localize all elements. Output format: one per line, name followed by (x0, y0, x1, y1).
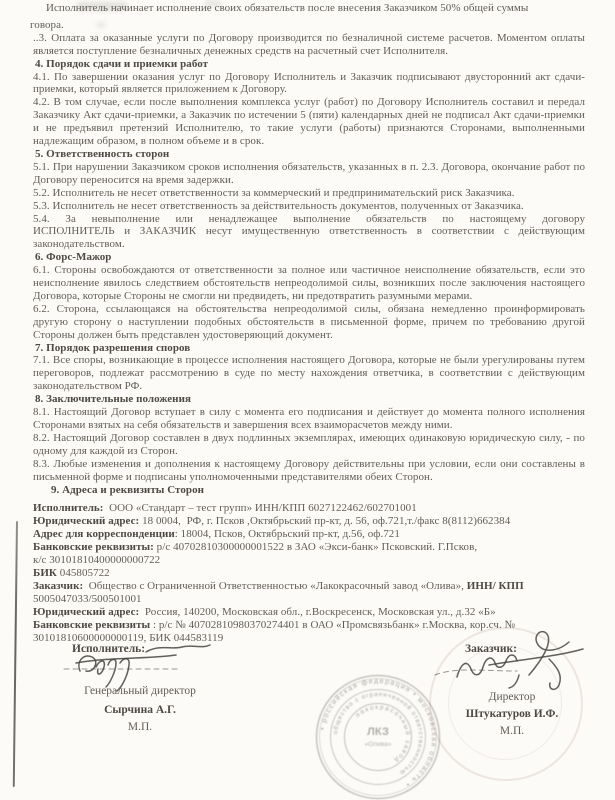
requisite-line (33, 554, 585, 567)
requisite-line (33, 528, 585, 541)
requisite-text: 18 0004, РФ, г. Псков ,Октябрьский пр-кт, д. 56, оф.721,т./факс 8(8112)662384 (139, 515, 511, 528)
requisite-text: Общество с Ограниченной Ответственностью «Лакокрасочный завод «Олива», (83, 579, 467, 592)
paragraph: 8.3. Любые изменения и дополнения к настоящему Договору действительны при условии, если они составлены в письменной форме и подписаны уполномоченными представителями обеих Сторон. (33, 457, 585, 483)
paragraph: 5.4. За невыполнение или ненадлежащее выполнение обязательств по настоящему договору ИСПОЛНИТЕЛЬ и ЗАКАЗЧИК несут имущественную ответственность в соответствии с действующим законодательством. (33, 212, 585, 251)
executor-signature-block (50, 641, 230, 741)
requisite-text: 5005047033/500501001 (33, 592, 142, 605)
requisite-text: 30101810600000000119, БИК 044583119 (33, 631, 224, 644)
requisite-line (33, 502, 585, 515)
executor-name: Сырчина А.Г. (104, 704, 176, 716)
customer-signature-block (437, 641, 587, 741)
paragraph: 4.1. По завершении оказания услуг по Договору Исполнитель и Заказчик подписывают двусторонний акт сдачи-приемки, который является приложением к Договору. (33, 70, 585, 96)
paragraph: 6.2. Сторона, ссылающаяся на обстоятельства непреодолимой силы, обязана немедленно проинформировать другую сторону о наступлении подобных обстоятельств в письменной форме, причем по требованию другой Стороны должен быть представлен удостоверяющий документ. (33, 302, 585, 341)
customer-seal-mark: М.П. (499, 725, 525, 737)
customer-position-title: Директор (488, 691, 536, 703)
requisite-text: 045805722 (56, 566, 110, 579)
paragraph: Исполнитель начинает исполнение своих обязательств после внесения Заказчиком 50% общей суммы (46, 2, 529, 14)
contract-sections (30, 2, 585, 496)
section-heading: 5. Ответственность сторон (35, 147, 170, 160)
requisite-text: Исполнитель: (33, 502, 104, 515)
requisite-text: Юридический адрес: (33, 605, 140, 618)
requisite-line (33, 515, 585, 528)
requisite-line (33, 567, 585, 580)
requisite-line (33, 541, 585, 554)
requisite-line (33, 580, 585, 593)
requisites-block (33, 502, 585, 644)
stamp-ring-middle-text: общество с ограниченной ответственностью (332, 690, 425, 777)
requisite-text: ИНН/ КПП (466, 579, 524, 592)
requisite-text: Адрес для корреспонденции (33, 528, 175, 541)
executor-label: Исполнитель: (72, 643, 146, 655)
requisite-line (33, 593, 585, 606)
paragraph: 8.1. Настоящий Договор вступает в силу с момента его подписания и действует до момента полного исполнения Сторонами взятых на себя обязательств и завершения всех взаиморасчетов между ними. (33, 406, 585, 431)
requisite-text: Банковские реквизиты: (33, 541, 154, 554)
requisite-text: Заказчик: (33, 579, 84, 592)
requisite-text: р/с 40702810300000001522 в ЗАО «Экси-банк» Псковский. Г.Псков, (153, 541, 478, 554)
paragraph: говора. (30, 18, 64, 31)
paragraph: ..3. Оплата за оказанные услуги по Договору производится по безналичной системе расчетов. Моментом оплаты является поступление безналичных денежных средств на расчетный счет Исполнителя. (33, 31, 585, 57)
requisite-text: : 18004, Псков, Октябрьский пр-кт, д.56, оф.721 (174, 528, 400, 541)
requisite-text: БИК (33, 566, 57, 579)
section-heading: 8. Заключительные положения (35, 393, 191, 406)
executor-seal-mark: М.П. (127, 721, 153, 733)
requisite-text: Банковские реквизиты (33, 618, 151, 631)
contract-text (30, 2, 585, 644)
section-heading: 7. Порядок разрешения споров (35, 341, 191, 354)
customer-name: Штукатуров И.Ф. (465, 708, 559, 720)
scan-artifact-line (13, 521, 18, 787)
requisite-text: : р/с № 40702810980370274401 в ОАО «Промсвязьбанк» г.Москва, кор.сч. № (150, 618, 516, 631)
stamp-center-abbreviation: ЛКЗ (367, 726, 389, 738)
stamp-ring-outer-text: • российская федерация • московская область • (319, 677, 438, 789)
section-heading: 4. Порядок сдачи и приемки работ (35, 57, 209, 70)
requisite-text: к/с 30101810400000000722 (33, 554, 161, 567)
round-stamp (303, 662, 453, 800)
executor-position-title: Генеральный директор (84, 685, 196, 697)
stamp-ring-inner-text: лакокрасочный завод (354, 703, 412, 765)
stamp-center-name: «Олива» (364, 741, 392, 748)
paragraph: 4.2. В том случае, если после выполнения комплекса услуг (работ) по Договору Исполнитель составил и передал Заказчику Акт сдачи-приемки, а Заказчик по истечении 5 (пяти) календарных дней не подписал Акт сдачи-приемки и не предъявил претензий Исполнителю, то такие услуги (работы) признаются Сторонами, выполненными надлежащим образом, в полном объеме и в срок. (33, 96, 585, 148)
paragraph: 5.2. Исполнитель не несет ответственности за коммерческий и предпринимательский риск Заказчика. (33, 186, 515, 199)
requisite-text: Россия, 140200, Московская обл., г.Воскресенск, Московская ул., д.32 «Б» (139, 605, 496, 618)
customer-label: Заказчик: (465, 643, 517, 655)
paragraph: 6.1. Стороны освобождаются от ответственности за полное или частичное неисполнение обязательств, если это неисполнение явилось следствием обстоятельств непреодолимой силы, возникших после заключения настоящего Договора, которые Стороны не смогли ни предвидеть, ни предотвратить разумными мерами. (33, 264, 585, 302)
requisite-line (33, 606, 585, 619)
section-heading: 6. Форс-Мажор (35, 251, 112, 264)
requisite-text: Юридический адрес: (33, 515, 140, 528)
requisite-text: ООО «Стандарт – тест групп» ИНН/КПП 6027122462/602701001 (103, 502, 417, 515)
paragraph: 7.1. Все споры, возникающие в процессе исполнения настоящего Договора, которые не были урегулированы путем переговоров, подлежат рассмотрению в суде по месту нахождения ответчика, в соответствии с действующим законодательством РФ. (33, 354, 585, 393)
paragraph: 8.2. Настоящий Договор составлен в двух подлинных экземплярах, имеющих одинаковую юридическую силу, - по одному для каждой из Сторон. (33, 431, 585, 457)
section-heading: 9. Адреса и реквизиты Сторон (51, 483, 205, 496)
paragraph: 5.3. Исполнитель не несет ответственность за действительность документов, полученных от Заказчика. (33, 199, 524, 212)
paragraph: 5.1. При нарушении Заказчиком сроков исполнения обязательств, указанных в п. 2.3. Договора, окончание работ по Договору переносится на время задержки. (33, 160, 585, 186)
